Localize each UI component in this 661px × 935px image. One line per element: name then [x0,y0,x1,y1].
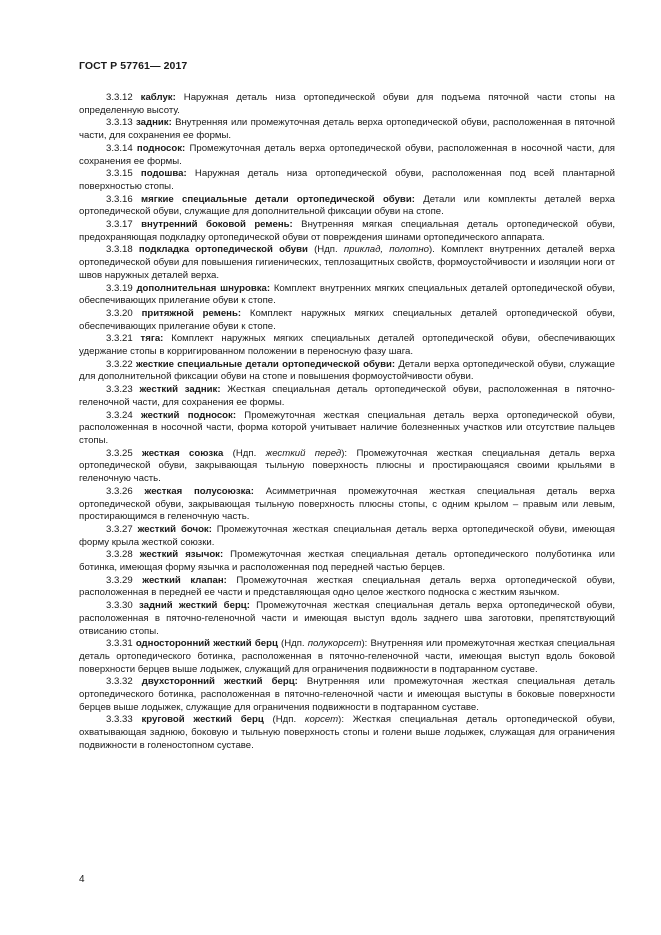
term: круговой жесткий берц [141,714,264,726]
deprecated-term: жесткий перед [265,447,342,459]
term: тяга: [140,333,164,345]
definition-entry [79,283,615,308]
clause-number: 3.3.20 [106,307,133,319]
definition-text: Комплект наружных мягких специальных деталей ортопедической обуви, обеспечивающих прилегание обуви к стопе. [79,307,615,332]
clause-number: 3.3.21 [106,333,133,345]
definition-text: Внутренняя или промежуточная жесткая специальная деталь ортопедического ботинка, расположенная в пяточно-геленочной части и имеющая выступы в боковые поверхности берцев выше лодыжек, служащие для ограничения подвижности в подтаранном суставе. [79,676,616,713]
term: жесткий клапан: [142,574,227,586]
clause-number: 3.3.33 [106,714,133,726]
term: подошва: [140,168,187,180]
definition-entry [79,359,615,384]
definition-text: Комплект внутренних мягких специальных деталей ортопедической обуви, обеспечивающих прилегание обуви к стопе. [79,282,616,307]
definition-entry [79,92,615,117]
definition-text: Промежуточная жесткая специальная деталь верха ортопедической обуви, расположенная в носочной части, форма которой учитывает наличие болезненных участков или отсутствие пальцев стопы. [79,409,615,446]
deprecated-suffix: ): [338,714,345,726]
clause-number: 3.3.25 [106,447,133,459]
definition-entry [79,549,615,574]
deprecated-prefix: (Ндп. [263,714,305,726]
definitions-list [79,92,615,753]
definition-text: Комплект наружных мягких специальных деталей ортопедической обуви, обеспечивающих удержание стопы в корригированном положении в переносную фазу шага. [79,333,615,358]
term: притяжной ремень: [141,307,242,319]
clause-number: 3.3.19 [106,282,133,294]
deprecated-suffix: ). [428,244,435,256]
deprecated-term: корсет [304,714,339,726]
term: односторонний жесткий берц [135,638,278,650]
definition-text: Промежуточная жесткая специальная деталь верха ортопедической обуви, расположенная в передней ее части и представляющая одно целое жесткого подноска с жестким язычком. [79,574,616,599]
clause-number: 3.3.24 [106,409,133,421]
definition-entry [79,410,615,448]
definition-entry [79,486,615,524]
term: внутренний боковой ремень: [141,219,293,231]
clause-number: 3.3.31 [106,638,133,650]
definition-text: Наружная деталь низа ортопедической обуви для подъема пяточной части стопы на определенную высоту. [79,92,615,116]
term: жесткие специальные детали ортопедической обуви: [136,358,396,370]
term: жесткий язычок: [139,549,224,561]
definition-text: Детали верха ортопедической обуви, служащие для дополнительной фиксации обуви на стопе и повышения формоустойчивости обуви. [79,358,615,383]
definition-entry [79,308,615,333]
definition-text: Промежуточная жесткая специальная деталь верха ортопедической обуви, расположенная в пяточно-геленочной части и имеющая выступ вдоль заднего шва заготовки, препятствующий отвисанию стопы. [79,600,616,637]
deprecated-suffix: ): [361,638,368,650]
clause-number: 3.3.12 [106,92,133,103]
term: двухсторонний жесткий берц: [141,676,298,688]
definition-entry [79,168,615,193]
term: жесткий подносок: [140,409,237,421]
clause-number: 3.3.17 [106,219,133,231]
definition-entry [79,714,615,752]
deprecated-suffix: ): [341,447,348,459]
term: жесткая полусоюзка: [144,485,254,497]
definition-entry [79,384,615,409]
clause-number: 3.3.28 [106,549,133,561]
definition-text: Асимметричная промежуточная жесткая специальная деталь верха ортопедической обуви, закрывающая тыльную поверхность плюсны стопы, с одним крылом – правым или левым, простирающимся в геленочную часть. [79,485,615,523]
term: подкладка ортопедической обуви [138,244,308,256]
clause-number: 3.3.23 [106,384,133,396]
definition-text: Наружная деталь низа ортопедической обуви, расположенная под всей плантарной поверхностью стопы. [79,168,615,192]
definition-entry [79,676,615,714]
term: мягкие специальные детали ортопедической обуви: [141,193,415,205]
term: задний жесткий берц: [138,600,250,612]
term: жесткий задник: [139,384,221,396]
definition-entry [79,194,615,219]
clause-number: 3.3.18 [106,244,133,256]
term: задник: [136,117,172,129]
definition-entry [79,524,615,549]
deprecated-prefix: (Ндп. [277,638,308,650]
definition-text: Промежуточная деталь верха ортопедической обуви, расположенная в носочной части, для сохранения ее формы. [79,142,615,167]
definition-text: Внутренняя или промежуточная жесткая специальная деталь ортопедического ботинка, расположенная в пяточно-геленочной части, имеющая выступ вдоль боковой поверхности берцев выше лодыжек, служащий для ограничения подвижности в подтаранном суставе. [79,638,615,675]
definition-text: Комплект внутренних деталей верха ортопедической обуви для повышения гигиенических, теплозащитных свойств, формоустойчивости и изоляции ноги от швов наружных деталей верха. [79,244,615,281]
deprecated-term: полукорсет [307,638,362,650]
clause-number: 3.3.13 [106,117,133,129]
definition-entry [79,638,615,676]
deprecated-prefix: (Ндп. [223,447,266,459]
term: дополнительная шнуровка: [136,282,271,294]
definition-text: Промежуточная жесткая специальная деталь верха ортопедической обуви, закрывающая тыльную поверхность плюсны и простирающаяся своими крыльями в геленочную часть. [79,447,615,485]
definition-entry [79,117,615,142]
term: каблук: [140,92,176,103]
definition-entry [79,333,615,358]
clause-number: 3.3.16 [106,193,133,205]
definition-entry [79,448,615,486]
term: подносок: [136,142,186,154]
definition-entry [79,219,615,244]
clause-number: 3.3.30 [106,600,133,612]
clause-number: 3.3.32 [106,676,133,688]
clause-number: 3.3.26 [106,485,133,497]
definition-entry [79,600,615,638]
page-number: 4 [79,874,85,885]
clause-number: 3.3.29 [106,574,133,586]
term: жесткая союзка [142,447,224,459]
document-header: ГОСТ Р 57761— 2017 [79,60,188,72]
clause-number: 3.3.27 [106,523,133,535]
definition-text: Детали или комплекты деталей верха ортопедической обуви, служащие для дополнительной фиксации обуви на стопе. [79,193,615,218]
deprecated-prefix: (Ндп. [307,244,344,256]
definition-entry [79,244,615,282]
clause-number: 3.3.14 [106,142,133,154]
clause-number: 3.3.22 [106,358,133,370]
definition-text: Промежуточная жесткая специальная деталь ортопедического полуботинка или ботинка, имеющая форму язычка и расположенная под передней частью берцев. [79,549,616,574]
definition-text: Внутренняя или промежуточная деталь верха ортопедической обуви, расположенная в пяточной части, для сохранения ее формы. [79,117,615,142]
definition-text: Жесткая специальная деталь ортопедической обуви, охватывающая заднюю, боковую и тыльную поверхность стопы и голени выше лодыжек, служащая для ограничения подвижности в голеностопном суставе. [79,714,615,751]
definition-entry [79,575,615,600]
definition-text: Внутренняя мягкая специальная деталь ортопедической обуви, предохраняющая подкладку ортопедической обуви от повреждения шинами ортопедического аппарата. [79,219,615,243]
term: жесткий бочок: [137,523,212,535]
deprecated-term: приклад, полотно [343,244,429,256]
clause-number: 3.3.15 [106,168,133,180]
definition-text: Жесткая специальная деталь ортопедической обуви, расположенная в пяточно-геленочной части, для сохранения ее формы. [79,384,615,408]
definition-text: Промежуточная жесткая специальная деталь верха ортопедической обуви, имеющая форму крыла жесткой союзки. [79,523,615,548]
definition-entry [79,143,615,168]
